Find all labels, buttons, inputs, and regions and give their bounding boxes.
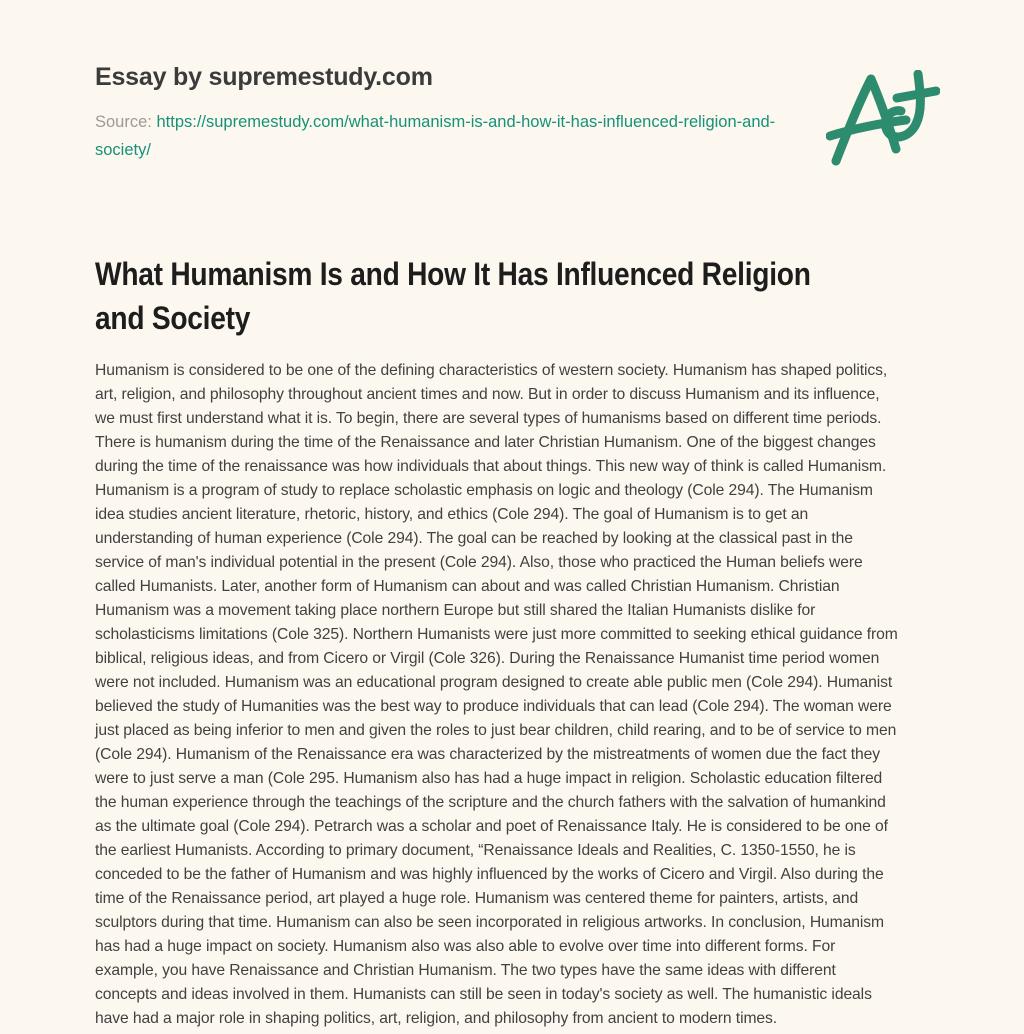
essay-body-line: Humanism is a program of study to replace scholastic emphasis on logic and theology (Cole 294). The Humanism xyxy=(95,482,873,499)
page-title: Essay by supremestudy.com xyxy=(95,63,433,91)
essay-body-line: art, religion, and philosophy throughout ancient times and now. But in order to discuss Humanism and its influence, xyxy=(95,386,880,403)
essay-section xyxy=(95,252,930,1031)
essay-body-line: Humanism is considered to be one of the defining characteristics of western society. Humanism has shaped politics, xyxy=(95,362,888,379)
source-line xyxy=(95,108,785,164)
essay-body-line: were not included. Humanism was an educational program designed to create able public men (Cole 294). Humanist xyxy=(95,674,893,691)
essay-body-line: have had a major role in shaping politics, art, religion, and philosophy from ancient to modern times. xyxy=(95,1010,778,1027)
a-plus-logo-icon xyxy=(826,70,940,168)
essay-body-line: Humanism was a movement taking place northern Europe but still shared the Italian Humanists dislike for xyxy=(95,602,816,619)
essay-body-line: as the ultimate goal (Cole 294). Petrarch was a scholar and poet of Renaissance Italy. He is considered to be one of xyxy=(95,818,888,835)
essay-body-line: service of man's individual potential in the present (Cole 294). Also, those who practiced the Human beliefs were xyxy=(95,554,863,571)
essay-body-line: concepts and ideas involved in them. Humanists can still be seen in today's society as well. The humanistic ideals xyxy=(95,986,872,1003)
essay-body-line: example, you have Renaissance and Christian Humanism. The two types have the same ideas with different xyxy=(95,962,836,979)
essay-body-line: just placed as being inferior to men and given the roles to just bear children, child rearing, and to be of service to men xyxy=(95,722,897,739)
essay-body-line: scholasticisms limitations (Cole 325). Northern Humanists were just more committed to seeking ethical guidance from xyxy=(95,626,898,643)
essay-body-line: we must first understand what it is. To begin, there are several types of humanisms based on different time periods. xyxy=(95,410,882,427)
essay-body-line: the earliest Humanists. According to primary document, “Renaissance Ideals and Realities, C. 1350-1550, he is xyxy=(95,842,856,859)
essay-body xyxy=(95,359,913,1031)
essay-title-line: and Society xyxy=(95,300,251,336)
source-label: Source: xyxy=(95,113,152,131)
essay-body-line: conceded to be the father of Humanism and was highly influenced by the works of Cicero and Virgil. Also during the xyxy=(95,866,884,883)
page-header xyxy=(95,0,930,164)
essay-body-line: understanding of human experience (Cole 294). The goal can be reached by looking at the classical past in the xyxy=(95,530,853,547)
essay-body-line: biblical, religious ideas, and from Cicero or Virgil (Cole 326). During the Renaissance Humanist time period women xyxy=(95,650,880,667)
essay-title-line: What Humanism Is and How It Has Influenced Religion xyxy=(95,256,811,292)
essay-title xyxy=(95,252,830,340)
essay-body-line: sculptors during that time. Humanism can also be seen incorporated in religious artworks. In conclusion, Humanism xyxy=(95,914,884,931)
essay-body-line: (Cole 294). Humanism of the Renaissance era was characterized by the mistreatments of women due the fact they xyxy=(95,746,881,763)
essay-body-line: during the time of the renaissance was how individuals that about things. This new way of think is called Humanism. xyxy=(95,458,887,475)
essay-body-line: were to just serve a man (Cole 295. Humanism also has had a huge impact in religion. Scholastic education filtered xyxy=(95,770,883,787)
essay-body-line: There is humanism during the time of the Renaissance and later Christian Humanism. One of the biggest changes xyxy=(95,434,876,451)
essay-body-line: the human experience through the teachings of the scripture and the church fathers with the salvation of humankind xyxy=(95,794,886,811)
essay-body-line: time of the Renaissance period, art played a huge role. Humanism was centered theme for painters, artists, and xyxy=(95,890,859,907)
essay-body-line: believed the study of Humanities was the best way to produce individuals that can lead (Cole 294). The woman were xyxy=(95,698,892,715)
source-link[interactable]: https://supremestudy.com/what-humanism-is-and-how-it-has-influenced-religion-and-society/ xyxy=(95,113,776,159)
essay-body-line: idea studies ancient literature, rhetoric, history, and ethics (Cole 294). The goal of Humanism is to get an xyxy=(95,506,809,523)
essay-body-line: called Humanists. Later, another form of Humanism can about and was called Christian Humanism. Christian xyxy=(95,578,840,595)
essay-body-line: has had a huge impact on society. Humanism also was also able to evolve over time into different forms. For xyxy=(95,938,836,955)
